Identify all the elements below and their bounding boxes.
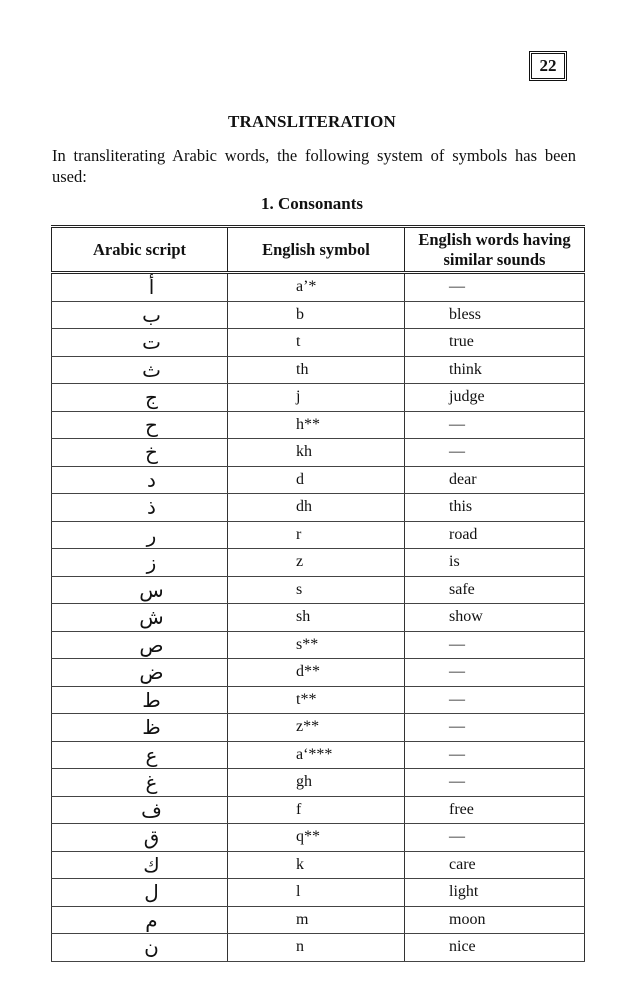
english-symbol-cell: dh: [228, 494, 405, 522]
arabic-letter-cell: ق: [52, 824, 228, 852]
example-word-cell: dear: [405, 466, 585, 494]
table-row: [52, 576, 585, 604]
table-row: [52, 824, 585, 852]
example-word-cell: —: [405, 439, 585, 467]
example-word-cell: bless: [405, 301, 585, 329]
table-row: [52, 604, 585, 632]
consonants-table: [51, 225, 585, 962]
example-word-cell: moon: [405, 906, 585, 934]
table-row: [52, 796, 585, 824]
table-row: [52, 439, 585, 467]
english-symbol-cell: n: [228, 934, 405, 962]
english-symbol-cell: k: [228, 851, 405, 879]
column-header-english-words: English words having similar sounds: [405, 227, 585, 273]
arabic-letter-cell: ث: [52, 356, 228, 384]
arabic-letter-cell: ط: [52, 686, 228, 714]
arabic-letter-cell: ل: [52, 879, 228, 907]
arabic-letter-cell: ض: [52, 659, 228, 687]
arabic-letter-cell: غ: [52, 769, 228, 797]
english-symbol-cell: j: [228, 384, 405, 412]
example-word-cell: —: [405, 411, 585, 439]
english-symbol-cell: t: [228, 329, 405, 357]
arabic-letter-cell: ز: [52, 549, 228, 577]
arabic-letter-cell: ب: [52, 301, 228, 329]
table-row: [52, 769, 585, 797]
table-row: [52, 631, 585, 659]
table-row: [52, 356, 585, 384]
arabic-letter-cell: ش: [52, 604, 228, 632]
column-header-arabic-script: Arabic script: [52, 227, 228, 273]
table-row: [52, 549, 585, 577]
section-title: 1. Consonants: [260, 194, 364, 213]
example-word-cell: —: [405, 631, 585, 659]
table-row: [52, 466, 585, 494]
table-row: [52, 384, 585, 412]
example-word-cell: —: [405, 769, 585, 797]
english-symbol-cell: f: [228, 796, 405, 824]
table-row: [52, 714, 585, 742]
example-word-cell: care: [405, 851, 585, 879]
example-word-cell: judge: [405, 384, 585, 412]
english-symbol-cell: gh: [228, 769, 405, 797]
table-row: [52, 659, 585, 687]
example-word-cell: true: [405, 329, 585, 357]
table-row: [52, 906, 585, 934]
table-row: [52, 741, 585, 769]
english-symbol-cell: d**: [228, 659, 405, 687]
english-symbol-cell: z: [228, 549, 405, 577]
arabic-letter-cell: ج: [52, 384, 228, 412]
arabic-letter-cell: ظ: [52, 714, 228, 742]
arabic-letter-cell: ح: [52, 411, 228, 439]
table-row: [52, 934, 585, 962]
english-symbol-cell: a‘***: [228, 741, 405, 769]
english-symbol-cell: m: [228, 906, 405, 934]
english-symbol-cell: h**: [228, 411, 405, 439]
table-row: [52, 329, 585, 357]
arabic-letter-cell: أ: [52, 273, 228, 302]
english-symbol-cell: s: [228, 576, 405, 604]
arabic-letter-cell: ك: [52, 851, 228, 879]
example-word-cell: this: [405, 494, 585, 522]
arabic-letter-cell: ع: [52, 741, 228, 769]
english-symbol-cell: l: [228, 879, 405, 907]
english-symbol-cell: d: [228, 466, 405, 494]
english-symbol-cell: sh: [228, 604, 405, 632]
table-body: [52, 273, 585, 962]
table-header-row: [52, 227, 585, 273]
english-symbol-cell: th: [228, 356, 405, 384]
table-row: [52, 301, 585, 329]
intro-paragraph: In transliterating Arabic words, the following system of symbols has been used:: [52, 146, 576, 186]
english-symbol-cell: z**: [228, 714, 405, 742]
example-word-cell: safe: [405, 576, 585, 604]
example-word-cell: —: [405, 273, 585, 302]
arabic-letter-cell: م: [52, 906, 228, 934]
example-word-cell: road: [405, 521, 585, 549]
table-row: [52, 851, 585, 879]
table-row: [52, 411, 585, 439]
example-word-cell: —: [405, 659, 585, 687]
table-row: [52, 494, 585, 522]
example-word-cell: light: [405, 879, 585, 907]
page-title: TRANSLITERATION: [227, 112, 396, 131]
example-word-cell: show: [405, 604, 585, 632]
example-word-cell: —: [405, 741, 585, 769]
example-word-cell: nice: [405, 934, 585, 962]
arabic-letter-cell: ص: [52, 631, 228, 659]
example-word-cell: —: [405, 686, 585, 714]
column-header-english-symbol: English symbol: [228, 227, 405, 273]
arabic-letter-cell: ف: [52, 796, 228, 824]
page-number: 22: [529, 51, 567, 81]
arabic-letter-cell: د: [52, 466, 228, 494]
english-symbol-cell: a’*: [228, 273, 405, 302]
arabic-letter-cell: ن: [52, 934, 228, 962]
arabic-letter-cell: خ: [52, 439, 228, 467]
arabic-letter-cell: س: [52, 576, 228, 604]
table-row: [52, 273, 585, 302]
arabic-letter-cell: ذ: [52, 494, 228, 522]
example-word-cell: free: [405, 796, 585, 824]
arabic-letter-cell: ت: [52, 329, 228, 357]
arabic-letter-cell: ر: [52, 521, 228, 549]
english-symbol-cell: r: [228, 521, 405, 549]
english-symbol-cell: b: [228, 301, 405, 329]
example-word-cell: is: [405, 549, 585, 577]
table-row: [52, 879, 585, 907]
example-word-cell: —: [405, 714, 585, 742]
table-row: [52, 686, 585, 714]
english-symbol-cell: s**: [228, 631, 405, 659]
english-symbol-cell: kh: [228, 439, 405, 467]
example-word-cell: think: [405, 356, 585, 384]
example-word-cell: —: [405, 824, 585, 852]
english-symbol-cell: q**: [228, 824, 405, 852]
table-row: [52, 521, 585, 549]
english-symbol-cell: t**: [228, 686, 405, 714]
